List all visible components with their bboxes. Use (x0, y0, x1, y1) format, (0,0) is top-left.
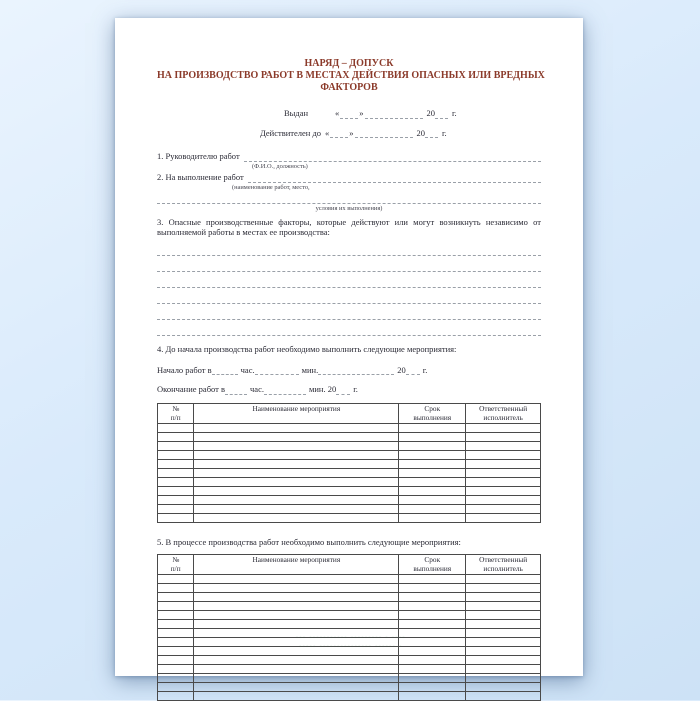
pre-work-measures-table-wrap (157, 403, 541, 524)
work-end-label: Окончание работ в (157, 384, 226, 395)
table-cell (194, 478, 399, 487)
blank-fill-line (157, 288, 541, 304)
start-year-prefix: 20 (397, 364, 406, 375)
form-title (157, 58, 545, 94)
table-cell (194, 674, 399, 683)
valid-year-suffix: г. (442, 127, 447, 138)
table-cell (399, 487, 466, 496)
table-cell (194, 593, 399, 602)
table-cell (194, 514, 399, 523)
table-cell (466, 514, 541, 523)
table-cell (466, 487, 541, 496)
work-start-row (157, 365, 541, 376)
table-cell (466, 451, 541, 460)
work-manager-label: 1. Руководителю работ (157, 151, 240, 162)
table-cell (399, 424, 466, 433)
work-description-blank (248, 173, 541, 183)
table-cell (194, 451, 399, 460)
table-cell (194, 629, 399, 638)
document-sheet (115, 18, 583, 676)
form-content (157, 58, 545, 701)
work-manager-hint: (Ф.И.О., должность) (252, 162, 308, 170)
table-cell (158, 683, 194, 692)
table-cell (194, 665, 399, 674)
table-cell (399, 602, 466, 611)
table-cell (194, 683, 399, 692)
table-cell (194, 656, 399, 665)
watermark-line-1: ··· ··········· ········· · ···· (296, 634, 406, 641)
issued-date-row (157, 108, 541, 119)
table-cell (158, 620, 194, 629)
start-year-blank (406, 365, 420, 375)
col-number-header: № п/п (158, 554, 194, 575)
table-row (158, 656, 541, 665)
work-description-extra-line (157, 194, 541, 204)
col-deadline-header: Срок выполнения (399, 554, 466, 575)
blank-fill-line (157, 272, 541, 288)
table-cell (399, 638, 466, 647)
table-row (158, 638, 541, 647)
table-cell (466, 496, 541, 505)
table-cell (158, 514, 194, 523)
end-year-suffix: г. (353, 384, 358, 395)
work-start-label: Начало работ в (157, 364, 212, 375)
table-cell (158, 487, 194, 496)
title-line-1: НАРЯД – ДОПУСК (304, 58, 394, 69)
table-cell (399, 469, 466, 478)
table-cell (466, 647, 541, 656)
valid-year-blank (425, 128, 438, 138)
table-row (158, 487, 541, 496)
blank-fill-line (157, 256, 541, 272)
work-end-row (157, 384, 541, 395)
table-row (158, 469, 541, 478)
table-cell (466, 629, 541, 638)
end-hours-blank (225, 385, 247, 395)
work-description-hint-2: условия их выполнения) (315, 204, 383, 212)
open-quote: « (325, 127, 330, 138)
table-cell (466, 620, 541, 629)
table-cell (158, 647, 194, 656)
col-deadline-header: Срок выполнения (399, 403, 466, 424)
hazard-factors-blank-lines (157, 240, 541, 336)
table-cell (466, 683, 541, 692)
table-cell (399, 611, 466, 620)
table-cell (399, 478, 466, 487)
table-cell (466, 478, 541, 487)
valid-day-blank (330, 128, 348, 138)
watermark-line-2: ····· ··············· ······ · (299, 644, 403, 651)
table-row (158, 683, 541, 692)
table-cell (399, 433, 466, 442)
table-row (158, 442, 541, 451)
start-minutes-blank (255, 365, 299, 375)
issued-label: Выдан (284, 108, 309, 118)
table-cell (466, 575, 541, 584)
end-minutes-label: мин. 20 (308, 384, 337, 395)
table-cell (466, 424, 541, 433)
table-row (158, 496, 541, 505)
table-cell (399, 620, 466, 629)
issued-year-blank (435, 109, 448, 119)
end-hours-label: час. (250, 384, 264, 395)
pre-work-measures-table (157, 403, 541, 524)
table-cell (194, 460, 399, 469)
blank-fill-line (157, 304, 541, 320)
table-cell (158, 665, 194, 674)
table-cell (194, 584, 399, 593)
table-row (158, 584, 541, 593)
table-cell (194, 575, 399, 584)
table-cell (399, 647, 466, 656)
table-row (158, 451, 541, 460)
during-work-measures-table (157, 554, 541, 701)
table-cell (158, 442, 194, 451)
col-measure-header: Наименование мероприятия (194, 554, 399, 575)
table-cell (466, 665, 541, 674)
table-cell (194, 424, 399, 433)
issued-month-blank (365, 109, 423, 119)
table-cell (194, 611, 399, 620)
table-cell (399, 514, 466, 523)
table-cell (399, 656, 466, 665)
table-cell (466, 584, 541, 593)
blank-fill-line (157, 240, 541, 256)
col-responsible-header: Ответственный исполнитель (466, 554, 541, 575)
start-hours-label: час. (240, 364, 255, 375)
col-number-header: № п/п (158, 403, 194, 424)
table-row (158, 460, 541, 469)
table-cell (194, 638, 399, 647)
table-header-row (158, 554, 541, 575)
table-cell (158, 593, 194, 602)
table-cell (399, 460, 466, 469)
table-cell (158, 433, 194, 442)
table-cell (158, 505, 194, 514)
table-cell (399, 575, 466, 584)
table-cell (399, 584, 466, 593)
table-cell (194, 442, 399, 451)
open-quote: « (335, 108, 340, 118)
table-cell (194, 602, 399, 611)
end-minutes-blank (264, 385, 306, 395)
table-row (158, 647, 541, 656)
table-cell (158, 602, 194, 611)
work-description-blank-2 (157, 194, 541, 204)
title-line-2: НА ПРОИЗВОДСТВО РАБОТ В МЕСТАХ ДЕЙСТВИЯ ОПАСНЫХ ИЛИ ВРЕДНЫХ (157, 70, 545, 81)
valid-year-prefix: 20 (416, 127, 426, 138)
table-row (158, 424, 541, 433)
table-row (158, 505, 541, 514)
table-cell (399, 451, 466, 460)
table-row (158, 575, 541, 584)
pre-work-measures-text: 4. До начала производства работ необходимо выполнить следующие мероприятия: (157, 343, 457, 354)
table-cell (399, 683, 466, 692)
title-line-3: ФАКТОРОВ (320, 82, 378, 93)
table-cell (466, 611, 541, 620)
table-row (158, 611, 541, 620)
table-cell (399, 593, 466, 602)
start-date-blank (318, 365, 394, 375)
work-manager-blank (244, 152, 541, 162)
table-row (158, 593, 541, 602)
issued-year-prefix: 20 (426, 108, 436, 118)
table-cell (158, 469, 194, 478)
table-cell (158, 478, 194, 487)
table-cell (158, 629, 194, 638)
work-description-label: 2. На выполнение работ (157, 171, 244, 182)
table-cell (194, 469, 399, 478)
valid-label: Действителен до (260, 127, 322, 138)
table-cell (466, 442, 541, 451)
hazard-factors-text: 3. Опасные производственные факторы, которые действуют или могут возникнуть независимо от выполняемой работы в местах ее производства: (157, 216, 541, 238)
table-cell (194, 505, 399, 514)
table-cell (158, 584, 194, 593)
table-row (158, 629, 541, 638)
col-responsible-header: Ответственный исполнитель (466, 403, 541, 424)
table-cell (158, 575, 194, 584)
start-minutes-label: мин. (301, 364, 319, 375)
table-cell (466, 505, 541, 514)
table-cell (194, 433, 399, 442)
table-cell (399, 505, 466, 514)
table-row (158, 674, 541, 683)
valid-month-blank (355, 128, 413, 138)
end-year-blank (336, 385, 350, 395)
table-cell (399, 674, 466, 683)
table-cell (399, 442, 466, 451)
close-quote: » (349, 127, 354, 138)
table-cell (158, 611, 194, 620)
table-cell (158, 451, 194, 460)
table-cell (399, 496, 466, 505)
table-cell (194, 487, 399, 496)
table-cell (158, 674, 194, 683)
table-cell (158, 460, 194, 469)
table-cell (466, 674, 541, 683)
field-work-manager (157, 151, 541, 162)
blank-fill-line (157, 320, 541, 336)
table-cell (158, 638, 194, 647)
valid-until-row (157, 128, 541, 139)
work-description-hint-1: (наименование работ, место, (232, 183, 310, 191)
table-cell (466, 469, 541, 478)
col-measure-header: Наименование мероприятия (194, 403, 399, 424)
table-cell (194, 620, 399, 629)
table-cell (399, 665, 466, 674)
issued-day-blank (340, 109, 358, 119)
table-cell (399, 629, 466, 638)
table-cell (466, 460, 541, 469)
table-row (158, 620, 541, 629)
table-row (158, 433, 541, 442)
table-cell (466, 602, 541, 611)
table-cell (466, 656, 541, 665)
table-header-row (158, 403, 541, 424)
table-cell (194, 496, 399, 505)
table-cell (466, 433, 541, 442)
table-row (158, 602, 541, 611)
during-work-measures-text: 5. В процессе производства работ необходимо выполнить следующие мероприятия: (157, 537, 461, 548)
table-row (158, 514, 541, 523)
start-year-suffix: г. (422, 364, 428, 375)
table-cell (158, 656, 194, 665)
table-cell (466, 638, 541, 647)
table-cell (158, 496, 194, 505)
table-cell (466, 593, 541, 602)
table-row (158, 478, 541, 487)
during-work-measures-table-wrap (157, 554, 541, 701)
field-work-description (157, 172, 541, 183)
table-row (158, 665, 541, 674)
close-quote: » (359, 108, 364, 118)
table-cell (194, 647, 399, 656)
start-hours-blank (212, 365, 238, 375)
issued-year-suffix: г. (452, 108, 457, 118)
table-cell (158, 424, 194, 433)
